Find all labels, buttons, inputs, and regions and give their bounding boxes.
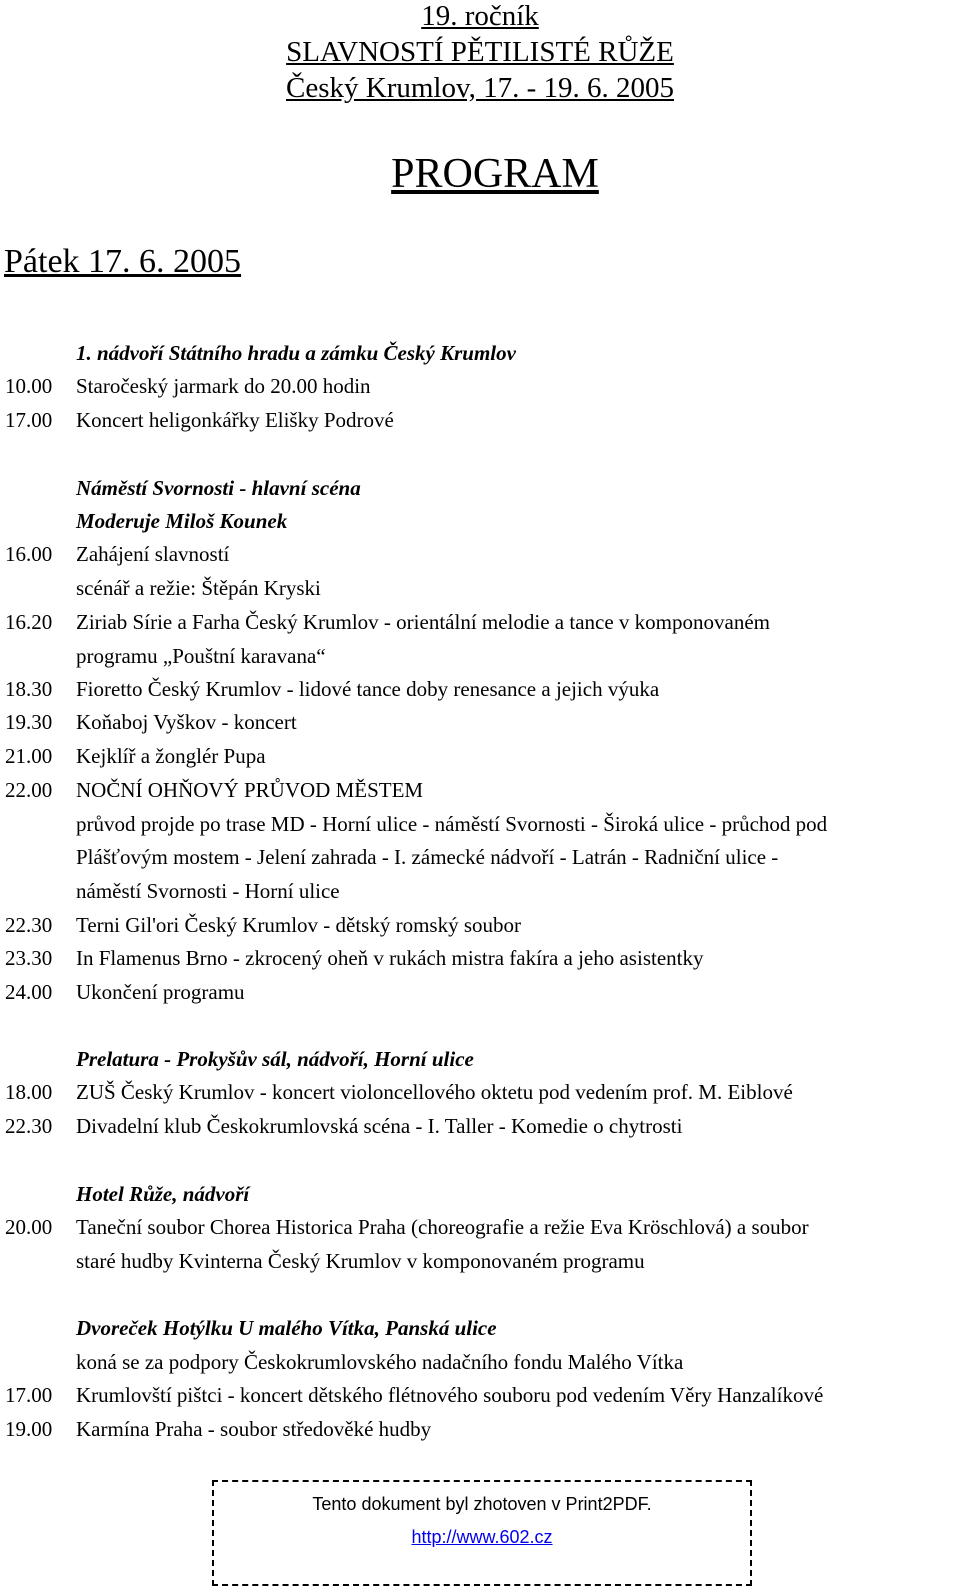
item-time: 24.00 — [5, 980, 53, 1004]
item-text: Ukončení programu — [76, 980, 245, 1004]
item-time: 16.20 — [5, 610, 53, 634]
item-text: Divadelní klub Českokrumlovská scéna - I. Taller - Komedie o chytrosti — [76, 1114, 683, 1138]
print2pdf-footer-box — [212, 1480, 752, 1586]
moderator-line: Moderuje Miloš Kounek — [76, 509, 288, 533]
program-item — [5, 912, 521, 938]
program-item — [5, 676, 659, 702]
program-item — [5, 541, 229, 567]
program-title: PROGRAM — [391, 151, 599, 197]
item-text: ZUŠ Český Krumlov - koncert violoncellového oktetu pod vedením prof. M. Eiblové — [76, 1080, 793, 1104]
program-item — [5, 1214, 809, 1240]
item-text: Krumlovští pištci - koncert dětského flétnového souboru pod vedením Věry Hanzalíkové — [76, 1383, 824, 1407]
item-text: NOČNÍ OHŇOVÝ PRŮVOD MĚSTEM — [76, 778, 424, 802]
program-item — [5, 1416, 431, 1442]
venue-heading: Dvoreček Hotýlku U malého Vítka, Panská ulice — [76, 1316, 497, 1340]
item-text: In Flamenus Brno - zkrocený oheň v rukách mistra fakíra a jeho asistentky — [76, 946, 704, 970]
venue-heading: Prelatura - Prokyšův sál, nádvoří, Horní ulice — [76, 1047, 474, 1071]
item-text: Kejklíř a žonglér Pupa — [76, 744, 266, 768]
day-title: Pátek 17. 6. 2005 — [4, 243, 242, 280]
program-item — [5, 373, 371, 399]
venue-heading: 1. nádvoří Státního hradu a zámku Český Krumlov — [76, 341, 516, 365]
item-time: 18.30 — [5, 677, 53, 701]
item-text: Koňaboj Vyškov - koncert — [76, 710, 297, 734]
program-item — [5, 777, 423, 803]
program-item — [5, 1382, 823, 1408]
item-continuation: staré hudby Kvinterna Český Krumlov v komponovaném programu — [76, 1249, 645, 1273]
program-item — [5, 1113, 682, 1139]
footer-link[interactable]: http://www.602.cz — [411, 1527, 553, 1547]
item-time: 19.00 — [5, 1417, 53, 1441]
item-text: Terni Gil'ori Český Krumlov - dětský romský soubor — [76, 913, 522, 937]
venue-heading: Hotel Růže, nádvoří — [76, 1182, 250, 1206]
festival-title: SLAVNOSTÍ PĚTILISTÉ RŮŽE — [286, 36, 674, 68]
item-continuation: průvod projde po trase MD - Horní ulice - náměstí Svornosti - Široká ulice - průchod pod — [76, 812, 828, 836]
item-time: 21.00 — [5, 744, 53, 768]
item-text: Karmína Praha - soubor středověké hudby — [76, 1417, 432, 1441]
item-text: Koncert heligonkářky Elišky Podrové — [76, 408, 394, 432]
item-continuation: scénář a režie: Štěpán Kryski — [76, 576, 321, 600]
program-item — [5, 407, 394, 433]
item-continuation: Plášťovým mostem - Jelení zahrada - I. zámecké nádvoří - Latrán - Radniční ulice - — [76, 845, 779, 869]
item-text: Fioretto Český Krumlov - lidové tance doby renesance a jejich výuka — [76, 677, 660, 701]
festival-place-date: Český Krumlov, 17. - 19. 6. 2005 — [286, 72, 674, 104]
venue-heading: Náměstí Svornosti - hlavní scéna — [76, 476, 361, 500]
item-time: 10.00 — [5, 374, 53, 398]
item-time: 22.30 — [5, 1114, 53, 1138]
item-time: 19.30 — [5, 710, 53, 734]
item-time: 22.30 — [5, 913, 53, 937]
item-time: 22.00 — [5, 778, 53, 802]
item-text: Ziriab Sírie a Farha Český Krumlov - orientální melodie a tance v komponovaném — [76, 610, 770, 634]
venue-note: koná se za podpory Českokrumlovského nadačního fondu Malého Vítka — [76, 1350, 684, 1374]
program-item — [5, 945, 703, 971]
item-time: 16.00 — [5, 542, 53, 566]
item-continuation: náměstí Svornosti - Horní ulice — [76, 879, 340, 903]
program-item — [5, 979, 245, 1005]
item-time: 17.00 — [5, 408, 53, 432]
program-item — [5, 709, 297, 735]
item-time: 23.30 — [5, 946, 53, 970]
footer-note: Tento dokument byl zhotoven v Print2PDF. — [312, 1494, 652, 1514]
item-time: 18.00 — [5, 1080, 53, 1104]
program-item — [5, 1079, 793, 1105]
program-item — [5, 609, 770, 635]
item-text: Zahájení slavností — [76, 542, 230, 566]
program-item — [5, 743, 266, 769]
item-continuation: programu „Pouštní karavana“ — [76, 644, 326, 668]
item-time: 20.00 — [5, 1215, 53, 1239]
edition-heading: 19. ročník — [421, 0, 539, 32]
item-time: 17.00 — [5, 1383, 53, 1407]
item-text: Taneční soubor Chorea Historica Praha (choreografie a režie Eva Kröschlová) a soubor — [76, 1215, 809, 1239]
item-text: Staročeský jarmark do 20.00 hodin — [76, 374, 371, 398]
